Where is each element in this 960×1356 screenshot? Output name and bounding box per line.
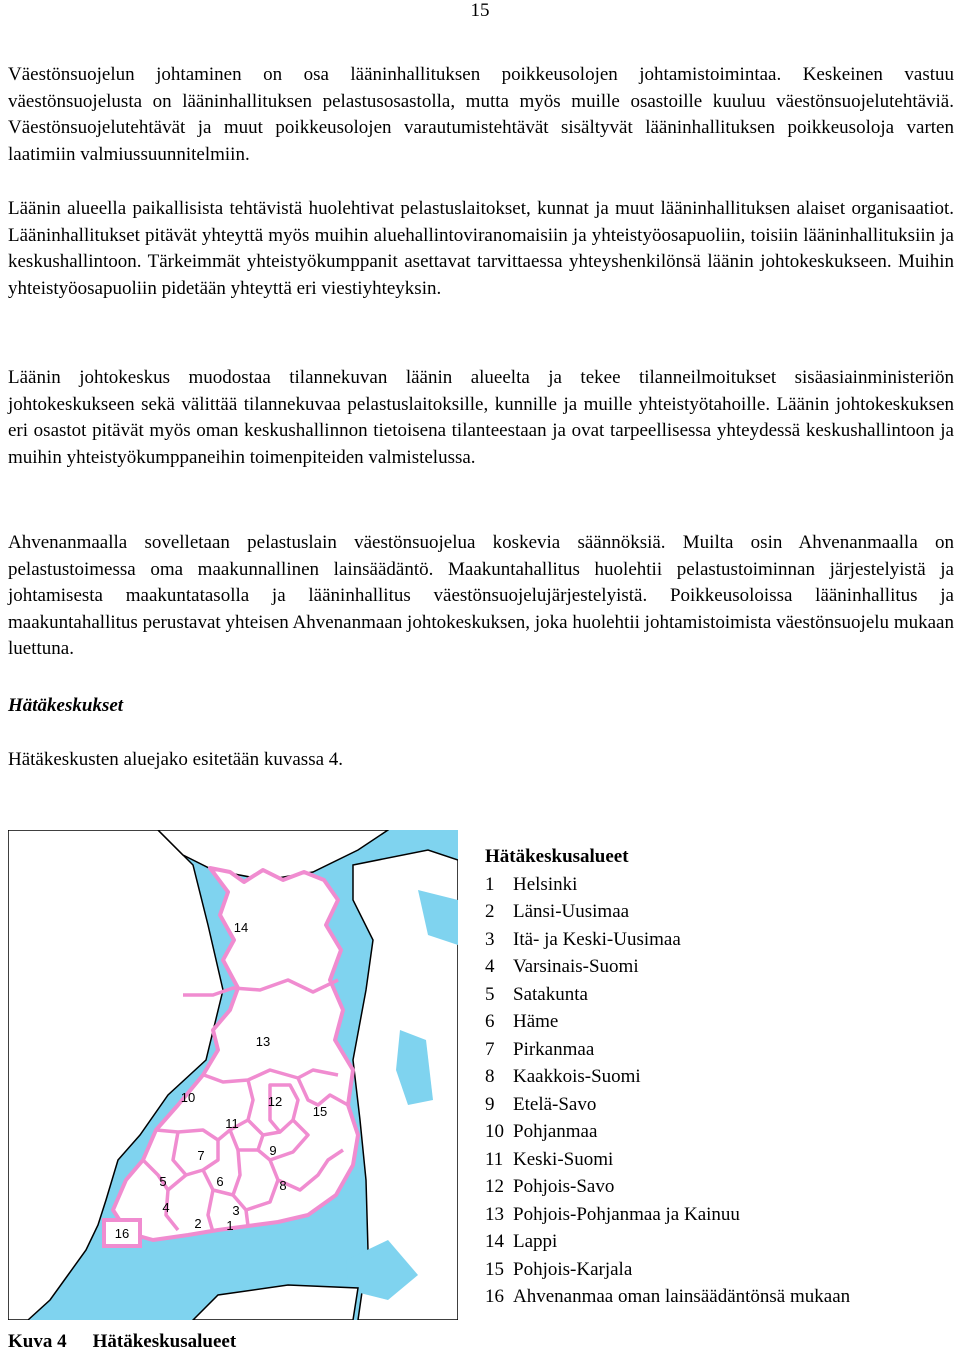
emergency-center-map: [8, 830, 458, 1320]
caption-label: Kuva 4: [8, 1331, 67, 1352]
figure-caption: [8, 1331, 236, 1353]
legend-item-name: Satakunta: [513, 983, 588, 1005]
legend-item-num: 4: [485, 956, 495, 977]
legend-item: [485, 1146, 925, 1174]
legend-item-num: 11: [485, 1148, 504, 1170]
legend-item-name: Pohjois-Pohjanmaa ja Kainuu: [513, 1203, 740, 1225]
legend-item: [485, 1173, 925, 1201]
legend-item: [485, 1228, 925, 1256]
legend-item-name: Keski-Suomi: [513, 1148, 614, 1170]
section-heading: Hätäkeskukset: [8, 695, 124, 716]
legend-item-name: Pohjanmaa: [513, 1121, 598, 1142]
paragraph-1: Väestönsuojelun johtaminen on osa lääninhallituksen poikkeusolojen johtamistoimintaa. Keskeinen vastuu väestönsuojelusta on lääninhallituksen pelastusosastolla, mutta myös muille osastoille kuuluu väestönsuojelutehtäviä. Väestönsuojelutehtävät ja muut poikkeusolojen varautumistehtävät sisältyvät lääninhallituksen poikkeusoloja varten laatimiin valmiussuunnitelmiin.: [8, 64, 954, 165]
region-label-9: 9: [269, 1143, 277, 1158]
paragraph-2: Läänin alueella paikallisista tehtävistä huolehtivat pelastuslaitokset, kunnat ja muut lääninhallituksen alaiset organisaatiot. Lääninhallitukset pitävät yhteyttä myös muihin aluehallintoviranomaisiin ja yhteistyöosapuoliin, toisiin lääninhallituksiin ja keskushallintoon. Tärkeimmät yhteistyökumppanit asettavat tarvittaessa yhteyshenkilönsä läänin johtokeskukseen. Muihin yhteistyöosapuoliin pidetään yhteyttä eri viestiyhteyksin.: [8, 198, 954, 299]
legend-item: [485, 953, 925, 981]
region-label-5: 5: [159, 1174, 167, 1189]
legend-item-name: Länsi-Uusimaa: [513, 901, 630, 922]
legend-item-num: 7: [485, 1038, 495, 1060]
region-label-11: 11: [225, 1116, 239, 1131]
legend-item-num: 3: [485, 928, 495, 950]
legend-item-num: 9: [485, 1093, 495, 1115]
legend-item-name: Itä- ja Keski-Uusimaa: [513, 928, 681, 950]
legend-item-num: 16: [485, 1286, 504, 1307]
legend-item-num: 1: [485, 873, 495, 895]
legend-item: [485, 1091, 925, 1119]
legend-item-num: 10: [485, 1121, 504, 1142]
paragraph-4: Ahvenanmaalla sovelletaan pelastuslain väestönsuojelua koskevia säännöksiä. Muilta osin Ahvenanmaalla on pelastustoimessa oma maakunnallinen lainsäädäntö. Maakuntahallitus huolehtii pelastustoiminnan järjestelyistä ja johtamisesta maakuntatasolla ja lääninhallitus väestönsuojelujärjestelyistä. Poikkeusoloissa lääninhallitus ja maakuntahallitus perustavat yhteisen Ahvenanmaan johtokeskuksen, joka huolehtii johtamistoimista väestönsuojelu mukaan luettuna.: [8, 532, 954, 659]
legend-item: [485, 981, 925, 1009]
legend-list: [485, 871, 925, 1311]
legend-item-num: 14: [485, 1231, 504, 1252]
legend-item: [485, 1008, 925, 1036]
legend-item-num: 5: [485, 983, 495, 1005]
legend-item: [485, 1063, 925, 1091]
legend-item-name: Varsinais-Suomi: [513, 956, 639, 977]
region-label-4: 4: [162, 1200, 170, 1215]
legend-item-name: Pohjois-Savo: [513, 1176, 615, 1197]
paragraph-3: Läänin johtokeskus muodostaa tilannekuvan läänin alueelta ja tekee tilanneilmoitukset sisäasiainministeriön johtokeskukseen sekä välittää tilannekuvaa pelastuslaitoksille, kunnille ja muille yhteistyötahoille. Läänin johtokeskuksen eri osastot pitävät myös oman keskushallinnon tietoisena tilanteestaan ja ovat tarpeellisessa yhteydessä keskushallintoon ja muihin yhteistyökumppaneihin toimenpiteiden valmistelussa.: [8, 367, 954, 468]
legend-item-num: 6: [485, 1011, 495, 1032]
region-label-6: 6: [216, 1174, 224, 1189]
legend-item: [485, 1201, 925, 1229]
region-label-10: 10: [180, 1090, 196, 1105]
legend-item-num: 13: [485, 1203, 504, 1225]
legend-item: [485, 1036, 925, 1064]
caption-title: Hätäkeskusalueet: [92, 1331, 237, 1352]
legend-item: [485, 1256, 925, 1284]
legend-item-name: Häme: [513, 1011, 559, 1032]
region-label-15: 15: [312, 1104, 328, 1119]
legend-item-num: 8: [485, 1066, 495, 1087]
legend-item: [485, 926, 925, 954]
legend-item: [485, 871, 925, 899]
legend-item-name: Pirkanmaa: [513, 1038, 595, 1060]
legend-title: Hätäkeskusalueet: [485, 846, 629, 867]
region-label-1: 1: [226, 1218, 234, 1233]
legend-item-name: Pohjois-Karjala: [513, 1258, 633, 1280]
legend-item-num: 15: [485, 1258, 504, 1280]
region-label-8: 8: [279, 1178, 287, 1193]
region-label-13: 13: [255, 1034, 271, 1049]
region-label-2: 2: [194, 1216, 202, 1231]
region-label-16: 16: [114, 1226, 130, 1241]
legend-item-name: Ahvenanmaa oman lainsäädäntönsä mukaan: [513, 1286, 851, 1307]
legend-item: [485, 898, 925, 926]
legend-item-name: Kaakkois-Suomi: [513, 1066, 641, 1087]
legend-item: [485, 1283, 925, 1311]
legend-item-num: 12: [485, 1176, 504, 1197]
section-intro: Hätäkeskusten aluejako esitetään kuvassa 4.: [8, 749, 344, 770]
map-legend: [485, 843, 925, 1311]
legend-item: [485, 1118, 925, 1146]
legend-item-name: Helsinki: [513, 873, 578, 895]
region-label-7: 7: [197, 1148, 205, 1163]
page-number: 15: [470, 0, 490, 21]
region-label-3: 3: [232, 1203, 240, 1218]
legend-item-name: Lappi: [513, 1231, 558, 1252]
region-label-12: 12: [267, 1094, 283, 1109]
legend-item-name: Etelä-Savo: [513, 1093, 597, 1115]
region-label-14: 14: [233, 920, 249, 935]
legend-item-num: 2: [485, 901, 495, 922]
